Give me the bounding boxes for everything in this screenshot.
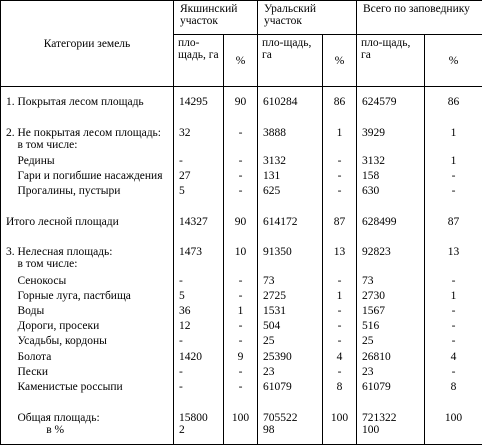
area-cell: 73 [258,275,323,290]
percent-cell [323,112,357,127]
percent-cell: - [224,335,258,350]
area-cell: 3888 [258,127,323,155]
row-label: 1. Покрытая лесом площадь [1,96,174,111]
row-label [1,87,174,97]
percent-cell: 90 [224,216,258,231]
area-cell: 721322 100 [357,412,425,445]
table-row [1,320,482,335]
percent-header: % [323,35,357,87]
percent-cell [323,396,357,411]
table-row [1,170,482,185]
area-cell: 32 [174,127,224,155]
row-label: Пески [1,366,174,381]
percent-cell: 87 [425,216,482,231]
percent-cell [425,231,482,246]
area-cell [357,201,425,216]
table-row [1,396,482,411]
area-cell: 3132 [357,155,425,170]
percent-cell [323,87,357,97]
row-label: Воды [1,305,174,320]
percent-cell [224,231,258,246]
percent-cell: 1 [425,155,482,170]
area-cell [258,87,323,97]
percent-cell: 4 [323,351,357,366]
percent-cell: 90 [224,96,258,111]
percent-cell: 9 [224,351,258,366]
table-row [1,185,482,200]
area-cell: 3929 [357,127,425,155]
area-cell: 625 [258,185,323,200]
area-cell: 1473 [174,246,224,274]
percent-cell: - [224,155,258,170]
area-cell [174,87,224,97]
area-header: пло-щадь, га [357,35,425,87]
area-cell: 26810 [357,351,425,366]
area-cell [357,112,425,127]
group-header-uralsky: Уральский участок [258,1,357,35]
row-label: Итого лесной площади [1,216,174,231]
percent-cell [323,201,357,216]
area-cell [258,112,323,127]
area-cell: - [174,335,224,350]
area-cell: - [174,275,224,290]
area-cell: 614172 [258,216,323,231]
area-cell: 705522 98 [258,412,323,445]
area-cell: 2725 [258,290,323,305]
percent-cell: 1 [323,127,357,155]
area-cell [258,231,323,246]
percent-header: % [425,35,482,87]
percent-cell: 8 [323,381,357,396]
percent-header: % [224,35,258,87]
row-label: Гари и погибшие насаждения [1,170,174,185]
percent-cell: - [224,381,258,396]
percent-cell: - [425,335,482,350]
percent-cell: 86 [323,96,357,111]
area-cell: - [174,155,224,170]
percent-cell: - [323,155,357,170]
category-header: Категории земель [1,1,174,87]
area-cell [174,201,224,216]
row-label [1,112,174,127]
area-cell: 624579 [357,96,425,111]
table-row [1,87,482,97]
table-row [1,381,482,396]
row-label: 3. Нелесная площадь: в том числе: [1,246,174,274]
percent-cell: 100 [323,412,357,445]
area-cell: 15800 2 [174,412,224,445]
row-label [1,201,174,216]
percent-cell: - [425,305,482,320]
table-row [1,275,482,290]
area-cell: 5 [174,185,224,200]
percent-cell [425,87,482,97]
percent-cell [224,87,258,97]
percent-cell: - [323,275,357,290]
area-cell: 23 [357,366,425,381]
row-label: Редины [1,155,174,170]
area-cell: 25390 [258,351,323,366]
group-header-total: Всего по заповеднику [357,1,482,35]
group-header-yakshinsky: Якшинский участок [174,1,258,35]
percent-cell: - [224,170,258,185]
area-cell: 27 [174,170,224,185]
area-cell: 14295 [174,96,224,111]
area-cell: 12 [174,320,224,335]
area-cell: 628499 [357,216,425,231]
table-row [1,231,482,246]
percent-cell: 10 [224,246,258,274]
area-header: пло-щадь, га [174,35,224,87]
area-cell [357,231,425,246]
percent-cell: - [224,320,258,335]
area-cell: 23 [258,366,323,381]
percent-cell: 13 [323,246,357,274]
area-cell: 516 [357,320,425,335]
area-cell: 131 [258,170,323,185]
row-label [1,396,174,411]
percent-cell: - [323,320,357,335]
table-row [1,305,482,320]
row-label: Усадьбы, кордоны [1,335,174,350]
area-cell: 630 [357,185,425,200]
area-cell: 1567 [357,305,425,320]
area-cell: - [174,381,224,396]
table-row [1,246,482,274]
percent-cell: 87 [323,216,357,231]
table-row [1,351,482,366]
row-label: Каменистые россыпи [1,381,174,396]
row-label: Горные луга, пастбища [1,290,174,305]
row-label: Прогалины, пустыри [1,185,174,200]
percent-cell: 13 [425,246,482,274]
table-row [1,290,482,305]
row-label: Болота [1,351,174,366]
percent-cell: 100 [224,412,258,445]
percent-cell [425,396,482,411]
percent-cell: - [323,170,357,185]
area-cell: - [174,366,224,381]
area-cell [357,396,425,411]
area-cell: 25 [258,335,323,350]
percent-cell: - [425,170,482,185]
percent-cell: 1 [224,305,258,320]
percent-cell: 100 [425,412,482,445]
percent-cell: 1 [323,290,357,305]
row-label: Сенокосы [1,275,174,290]
area-cell: 610284 [258,96,323,111]
area-cell [174,112,224,127]
area-cell: 61079 [258,381,323,396]
area-cell: 158 [357,170,425,185]
percent-cell: - [224,366,258,381]
area-cell: 504 [258,320,323,335]
area-cell [174,231,224,246]
percent-cell: 1 [425,127,482,155]
table-row [1,201,482,216]
percent-cell: 4 [425,351,482,366]
percent-cell: 86 [425,96,482,111]
percent-cell: - [323,305,357,320]
row-label: Дороги, просеки [1,320,174,335]
area-cell [258,201,323,216]
area-cell: 1420 [174,351,224,366]
table-row [1,366,482,381]
area-cell: 92823 [357,246,425,274]
area-header: пло-щадь, га [258,35,323,87]
table-row [1,216,482,231]
area-cell: 3132 [258,155,323,170]
percent-cell: - [425,320,482,335]
percent-cell: - [224,127,258,155]
percent-cell [425,112,482,127]
percent-cell [224,201,258,216]
area-cell: 14327 [174,216,224,231]
area-cell: 25 [357,335,425,350]
area-cell [258,396,323,411]
table-row [1,412,482,445]
percent-cell [224,112,258,127]
table-row [1,155,482,170]
percent-cell: - [323,185,357,200]
area-cell: 5 [174,290,224,305]
table-row [1,127,482,155]
percent-cell: - [425,366,482,381]
row-label: Общая площадь: в % [1,412,174,445]
area-cell: 36 [174,305,224,320]
area-cell: 61079 [357,381,425,396]
area-cell: 91350 [258,246,323,274]
percent-cell: - [323,366,357,381]
row-label [1,231,174,246]
table-row [1,335,482,350]
percent-cell: 1 [425,290,482,305]
area-cell: 73 [357,275,425,290]
row-label: 2. Не покрытая лесом площадь: в том числе: [1,127,174,155]
area-cell [174,396,224,411]
percent-cell [224,396,258,411]
area-cell: 1531 [258,305,323,320]
percent-cell: - [224,290,258,305]
area-cell: 2730 [357,290,425,305]
area-cell [357,87,425,97]
percent-cell: - [425,185,482,200]
percent-cell: - [224,185,258,200]
percent-cell: - [323,335,357,350]
percent-cell: - [224,275,258,290]
percent-cell [425,201,482,216]
percent-cell: - [425,275,482,290]
table-row [1,96,482,111]
percent-cell: 8 [425,381,482,396]
percent-cell [323,231,357,246]
table-row [1,112,482,127]
